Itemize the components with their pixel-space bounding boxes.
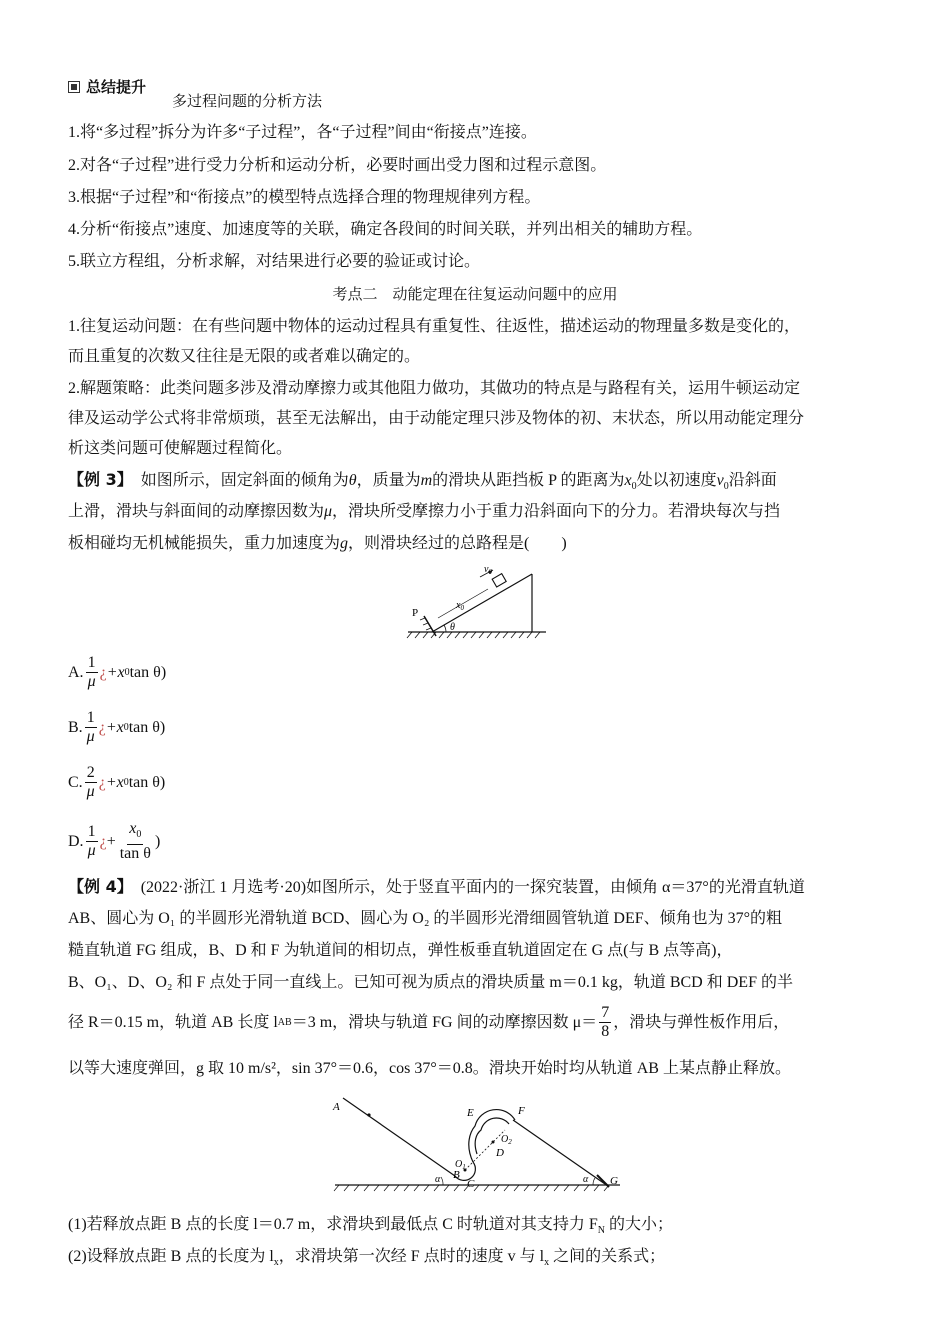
example3-line: 【例 3】 如图所示，固定斜面的倾角为θ，质量为m的滑块从距挡板 P 的距离为$x_0$处以初速度$v_0$沿斜面 (68, 470, 777, 493)
summary-item: 4.分析“衔接点”速度、加速度等的关联，确定各段间的时间关联，并列出相关的辅助方程。 (68, 221, 703, 238)
question-2: (2)设释放点距 B 点的长度为 $l_x$，求滑块第一次经 F 点时的速度 v 与 $l_x$ 之间的关系式； (68, 1248, 666, 1269)
example-tag: 【例 4】 (68, 877, 125, 896)
option-d[interactable]: D. $\frac{1}{\mu}$ ¿ + $\frac{x_0}{\text{tan θ}}$ ) (68, 820, 161, 863)
example4-line: B、O₁、D、O₂ 和 F 点处于同一直线上。已知可视为质点的滑块质量 m＝0.1 kg，轨道 BCD 和 DEF 的半 (68, 974, 793, 991)
summary-item: 2.对各“子过程”进行受力分析和运动分析，必要时画出受力图和过程示意图。 (68, 157, 607, 174)
label-alpha-right: α (583, 1174, 589, 1185)
example3-line: 上滑，滑块与斜面间的动摩擦因数为μ，滑块所受摩擦力小于重力沿斜面向下的分力。若滑块每次与挡 (68, 503, 781, 520)
section-paragraph: 2.解题策略：此类问题多涉及滑动摩擦力或其他阻力做功，其做功的特点是与路程有关，运用牛顿运动定 (68, 380, 801, 397)
summary-item: 3.根据“子过程”和“衔接点”的模型特点选择合理的物理规律列方程。 (68, 189, 541, 206)
label-E: E (467, 1107, 474, 1119)
square-bullet-icon (68, 81, 80, 93)
question-1: (1)若释放点距 B 点的长度 l＝0.7 m，求滑块到最低点 C 时轨道对其支持力 $F_N$ 的大小； (68, 1216, 674, 1237)
section-paragraph: 而且重复的次数又往往是无限的或者难以确定的。 (68, 348, 421, 365)
example4-line: 径 R＝0.15 m，轨道 AB 长度 l AB ＝3 m，滑块与轨道 FG 间的动摩擦因数 μ＝ $\frac{7}{8}$ ，滑块与弹性板作用后， (68, 1004, 790, 1040)
option-b[interactable]: B. $\frac{1}{\mu}$ ¿ +x 0 tan θ) (68, 709, 166, 745)
example4-line: AB、圆心为 O₁ 的半圆形光滑轨道 BCD、圆心为 O₂ 的半圆形光滑细圆管轨道 DEF、倾角也为 37°的粗 (68, 910, 783, 927)
label-B: B (453, 1169, 460, 1181)
summary-item: 5.联立方程组，分析求解，对结果进行必要的验证或讨论。 (68, 253, 481, 270)
section-paragraph: 1.往复运动问题：在有些问题中物体的运动过程具有重复性、往返性，描述运动的物理量多数是变化的， (68, 318, 801, 335)
summary-title: 多过程问题的分析方法 (172, 92, 323, 110)
summary-heading: 总结提升 (68, 76, 146, 97)
label-G: G (610, 1175, 618, 1187)
label-P: P (412, 607, 419, 619)
option-c[interactable]: C. $\frac{2}{\mu}$ ¿ +x 0 tan θ) (68, 764, 166, 800)
label-C: C (467, 1178, 475, 1190)
label-D: D (496, 1147, 504, 1159)
track-figure (325, 1090, 625, 1200)
label-O2: $O_2$ (501, 1134, 512, 1146)
label-F: F (518, 1105, 525, 1117)
example4-line: 糙直轨道 FG 组成，B、D 和 F 为轨道间的相切点，弹性板垂直轨道固定在 G 点(与 B 点等高)， (68, 942, 733, 959)
example-tag: 【例 3】 (68, 470, 125, 489)
incline-figure (400, 560, 560, 642)
example4-line: 【例 4】 (2022·浙江 1 月选考·20)如图所示，处于竖直平面内的一探究装置，由倾角 α＝37°的光滑直轨道 (68, 877, 805, 896)
summary-item: 1.将“多过程”拆分为许多“子过程”，各“子过程”间由“衔接点”连接。 (68, 124, 537, 141)
label-x0: $x_0$ (456, 600, 464, 612)
label-theta: θ (450, 622, 455, 633)
label-O1: $O_1$ (455, 1159, 466, 1171)
label-alpha-left: α (435, 1174, 441, 1185)
section-paragraph: 析这类问题可使解题过程简化。 (68, 440, 293, 457)
section-title: 考点二 动能定理在往复运动问题中的应用 (332, 285, 618, 303)
section-paragraph: 律及运动学公式将非常烦琐，甚至无法解出，由于动能定理只涉及物体的初、末状态，所以用动能定理分 (68, 410, 805, 427)
option-a[interactable]: A. $\frac{1}{\mu}$ ¿ +x 0 tan θ) (68, 654, 167, 690)
example4-line: 以等大速度弹回，g 取 10 m/s²，sin 37°＝0.6，cos 37°＝0.8。滑块开始时均从轨道 AB 上某点静止释放。 (68, 1060, 791, 1077)
label-v0: $v_0$ (484, 564, 492, 576)
example3-line: 板相碰均无机械能损失，重力加速度为g，则滑块经过的总路程是( ) (68, 535, 567, 552)
label-A: A (333, 1101, 340, 1113)
